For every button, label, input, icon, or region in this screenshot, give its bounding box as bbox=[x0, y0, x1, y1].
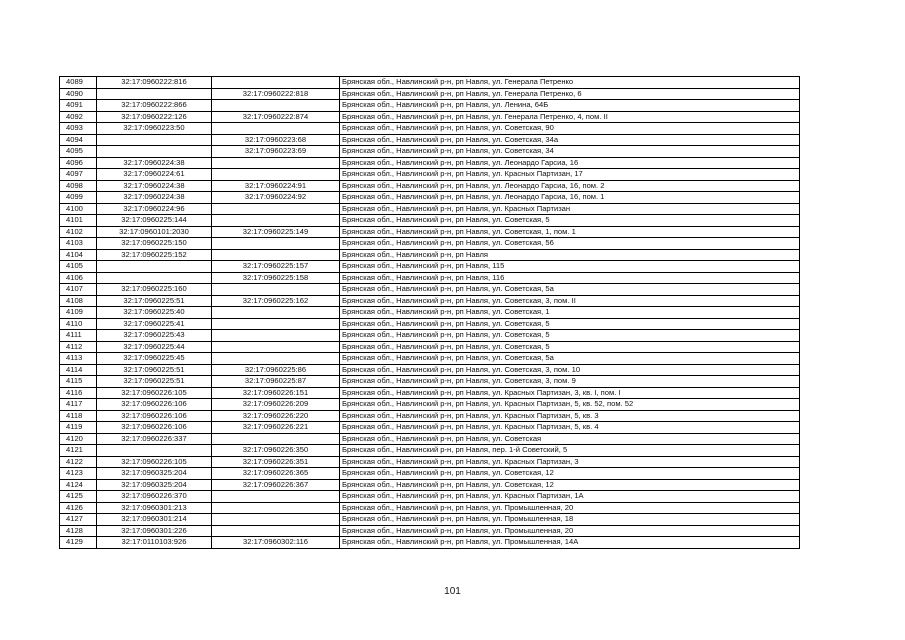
address-cell: Брянская обл., Навлинский р-н, рп Навля, ул. Советская, 56 bbox=[340, 238, 800, 250]
cadastral-number-cell: 32:17:0960222:866 bbox=[97, 100, 212, 112]
row-number-cell: 4119 bbox=[60, 422, 97, 434]
table-row bbox=[60, 123, 800, 135]
registry-table bbox=[59, 76, 800, 549]
row-number-cell: 4121 bbox=[60, 445, 97, 457]
row-number-cell: 4101 bbox=[60, 215, 97, 227]
row-number-cell: 4091 bbox=[60, 100, 97, 112]
address-cell: Брянская обл., Навлинский р-н, рп Навля bbox=[340, 249, 800, 261]
object-cadastral-number-cell bbox=[212, 123, 340, 135]
object-cadastral-number-cell: 32:17:0960226:367 bbox=[212, 479, 340, 491]
object-cadastral-number-cell bbox=[212, 525, 340, 537]
row-number-cell: 4098 bbox=[60, 180, 97, 192]
cadastral-number-cell: 32:17:0960301:226 bbox=[97, 525, 212, 537]
object-cadastral-number-cell bbox=[212, 353, 340, 365]
cadastral-number-cell: 32:17:0960225:43 bbox=[97, 330, 212, 342]
row-number-cell: 4116 bbox=[60, 387, 97, 399]
address-cell: Брянская обл., Навлинский р-н, рп Навля, 116 bbox=[340, 272, 800, 284]
table-row bbox=[60, 433, 800, 445]
object-cadastral-number-cell: 32:17:0960226:365 bbox=[212, 468, 340, 480]
object-cadastral-number-cell: 32:17:0960225:158 bbox=[212, 272, 340, 284]
address-cell: Брянская обл., Навлинский р-н, рп Навля, ул. Красных Партизан, 17 bbox=[340, 169, 800, 181]
object-cadastral-number-cell: 32:17:0960302:116 bbox=[212, 537, 340, 549]
cadastral-number-cell: 32:17:0960101:2030 bbox=[97, 226, 212, 238]
table-row bbox=[60, 111, 800, 123]
address-cell: Брянская обл., Навлинский р-н, рп Навля, ул. Советская, 5а bbox=[340, 353, 800, 365]
row-number-cell: 4095 bbox=[60, 146, 97, 158]
row-number-cell: 4106 bbox=[60, 272, 97, 284]
row-number-cell: 4092 bbox=[60, 111, 97, 123]
object-cadastral-number-cell: 32:17:0960223:69 bbox=[212, 146, 340, 158]
row-number-cell: 4112 bbox=[60, 341, 97, 353]
address-cell: Брянская обл., Навлинский р-н, рп Навля, ул. Красных Партизан bbox=[340, 203, 800, 215]
cadastral-number-cell: 32:17:0960224:61 bbox=[97, 169, 212, 181]
object-cadastral-number-cell bbox=[212, 203, 340, 215]
table-row bbox=[60, 445, 800, 457]
address-cell: Брянская обл., Навлинский р-н, рп Навля, ул. Генерала Петренко, 4, пом. II bbox=[340, 111, 800, 123]
registry-table-body bbox=[60, 77, 800, 549]
object-cadastral-number-cell bbox=[212, 215, 340, 227]
cadastral-number-cell: 32:17:0960226:106 bbox=[97, 399, 212, 411]
object-cadastral-number-cell bbox=[212, 238, 340, 250]
address-cell: Брянская обл., Навлинский р-н, рп Навля, ул. Советская, 5 bbox=[340, 330, 800, 342]
object-cadastral-number-cell: 32:17:0960225:162 bbox=[212, 295, 340, 307]
address-cell: Брянская обл., Навлинский р-н, рп Навля, ул. Советская, 5 bbox=[340, 341, 800, 353]
row-number-cell: 4122 bbox=[60, 456, 97, 468]
row-number-cell: 4102 bbox=[60, 226, 97, 238]
address-cell: Брянская обл., Навлинский р-н, рп Навля, ул. Леонардо Гарсиа, 16 bbox=[340, 157, 800, 169]
row-number-cell: 4104 bbox=[60, 249, 97, 261]
table-row bbox=[60, 169, 800, 181]
row-number-cell: 4120 bbox=[60, 433, 97, 445]
table-row bbox=[60, 180, 800, 192]
address-cell: Брянская обл., Навлинский р-н, рп Навля, ул. Красных Партизан, 5, кв. 52, пом. 52 bbox=[340, 399, 800, 411]
table-row bbox=[60, 364, 800, 376]
row-number-cell: 4118 bbox=[60, 410, 97, 422]
row-number-cell: 4129 bbox=[60, 537, 97, 549]
address-cell: Брянская обл., Навлинский р-н, рп Навля, ул. Советская, 1, пом. 1 bbox=[340, 226, 800, 238]
row-number-cell: 4096 bbox=[60, 157, 97, 169]
address-cell: Брянская обл., Навлинский р-н, рп Навля, ул. Советская, 34а bbox=[340, 134, 800, 146]
row-number-cell: 4127 bbox=[60, 514, 97, 526]
table-row bbox=[60, 491, 800, 503]
page-number: 101 bbox=[444, 586, 461, 597]
object-cadastral-number-cell: 32:17:0960225:87 bbox=[212, 376, 340, 388]
object-cadastral-number-cell bbox=[212, 514, 340, 526]
table-row bbox=[60, 88, 800, 100]
cadastral-number-cell: 32:17:0960225:45 bbox=[97, 353, 212, 365]
table-row bbox=[60, 376, 800, 388]
cadastral-number-cell: 32:17:0960225:44 bbox=[97, 341, 212, 353]
cadastral-number-cell: 32:17:0960225:41 bbox=[97, 318, 212, 330]
row-number-cell: 4107 bbox=[60, 284, 97, 296]
table-row bbox=[60, 203, 800, 215]
table-row bbox=[60, 387, 800, 399]
cadastral-number-cell: 32:17:0960224:38 bbox=[97, 180, 212, 192]
table-row bbox=[60, 514, 800, 526]
address-cell: Брянская обл., Навлинский р-н, рп Навля, ул. Красных Партизан, 5, кв. 4 bbox=[340, 422, 800, 434]
cadastral-number-cell: 32:17:0960225:51 bbox=[97, 295, 212, 307]
object-cadastral-number-cell: 32:17:0960222:874 bbox=[212, 111, 340, 123]
table-row bbox=[60, 295, 800, 307]
table-row bbox=[60, 192, 800, 204]
table-row bbox=[60, 341, 800, 353]
cadastral-number-cell bbox=[97, 445, 212, 457]
object-cadastral-number-cell: 32:17:0960224:91 bbox=[212, 180, 340, 192]
cadastral-number-cell bbox=[97, 272, 212, 284]
address-cell: Брянская обл., Навлинский р-н, рп Навля, ул. Промышленная, 14А bbox=[340, 537, 800, 549]
object-cadastral-number-cell bbox=[212, 157, 340, 169]
table-row bbox=[60, 284, 800, 296]
address-cell: Брянская обл., Навлинский р-н, рп Навля, ул. Советская, 90 bbox=[340, 123, 800, 135]
table-row bbox=[60, 215, 800, 227]
cadastral-number-cell: 32:17:0960226:105 bbox=[97, 387, 212, 399]
address-cell: Брянская обл., Навлинский р-н, рп Навля, ул. Советская bbox=[340, 433, 800, 445]
address-cell: Брянская обл., Навлинский р-н, рп Навля, ул. Красных Партизан, 1А bbox=[340, 491, 800, 503]
address-cell: Брянская обл., Навлинский р-н, рп Навля, ул. Ленина, 64Б bbox=[340, 100, 800, 112]
table-row bbox=[60, 307, 800, 319]
cadastral-number-cell: 32:17:0960226:105 bbox=[97, 456, 212, 468]
object-cadastral-number-cell: 32:17:0960224:92 bbox=[212, 192, 340, 204]
address-cell: Брянская обл., Навлинский р-н, рп Навля, ул. Советская, 34 bbox=[340, 146, 800, 158]
table-row bbox=[60, 146, 800, 158]
object-cadastral-number-cell bbox=[212, 307, 340, 319]
address-cell: Брянская обл., Навлинский р-н, рп Навля, ул. Красных Партизан, 5, кв. 3 bbox=[340, 410, 800, 422]
table-row bbox=[60, 318, 800, 330]
row-number-cell: 4094 bbox=[60, 134, 97, 146]
cadastral-number-cell: 32:17:0960226:337 bbox=[97, 433, 212, 445]
table-row bbox=[60, 272, 800, 284]
cadastral-number-cell: 32:17:0960226:370 bbox=[97, 491, 212, 503]
address-cell: Брянская обл., Навлинский р-н, рп Навля, ул. Промышленная, 20 bbox=[340, 525, 800, 537]
object-cadastral-number-cell: 32:17:0960226:220 bbox=[212, 410, 340, 422]
address-cell: Брянская обл., Навлинский р-н, рп Навля, ул. Советская, 5а bbox=[340, 284, 800, 296]
address-cell: Брянская обл., Навлинский р-н, рп Навля, пер. 1-й Советский, 5 bbox=[340, 445, 800, 457]
cadastral-number-cell: 32:17:0960225:144 bbox=[97, 215, 212, 227]
cadastral-number-cell: 32:17:0960225:51 bbox=[97, 376, 212, 388]
row-number-cell: 4113 bbox=[60, 353, 97, 365]
row-number-cell: 4100 bbox=[60, 203, 97, 215]
table-row bbox=[60, 399, 800, 411]
cadastral-number-cell: 32:17:0960225:150 bbox=[97, 238, 212, 250]
row-number-cell: 4125 bbox=[60, 491, 97, 503]
table-row bbox=[60, 238, 800, 250]
object-cadastral-number-cell bbox=[212, 77, 340, 89]
object-cadastral-number-cell: 32:17:0960225:149 bbox=[212, 226, 340, 238]
object-cadastral-number-cell bbox=[212, 341, 340, 353]
row-number-cell: 4126 bbox=[60, 502, 97, 514]
row-number-cell: 4089 bbox=[60, 77, 97, 89]
table-row bbox=[60, 502, 800, 514]
row-number-cell: 4111 bbox=[60, 330, 97, 342]
row-number-cell: 4099 bbox=[60, 192, 97, 204]
object-cadastral-number-cell bbox=[212, 249, 340, 261]
address-cell: Брянская обл., Навлинский р-н, рп Навля, ул. Советская, 3, пом. 9 bbox=[340, 376, 800, 388]
object-cadastral-number-cell bbox=[212, 318, 340, 330]
table-row bbox=[60, 100, 800, 112]
cadastral-number-cell: 32:17:0960226:106 bbox=[97, 410, 212, 422]
object-cadastral-number-cell bbox=[212, 330, 340, 342]
row-number-cell: 4093 bbox=[60, 123, 97, 135]
table-row bbox=[60, 77, 800, 89]
object-cadastral-number-cell: 32:17:0960226:221 bbox=[212, 422, 340, 434]
cadastral-number-cell: 32:17:0960301:213 bbox=[97, 502, 212, 514]
object-cadastral-number-cell: 32:17:0960223:68 bbox=[212, 134, 340, 146]
object-cadastral-number-cell: 32:17:0960226:151 bbox=[212, 387, 340, 399]
cadastral-number-cell: 32:17:0960224:38 bbox=[97, 192, 212, 204]
address-cell: Брянская обл., Навлинский р-н, рп Навля, ул. Промышленная, 20 bbox=[340, 502, 800, 514]
cadastral-number-cell: 32:17:0960222:126 bbox=[97, 111, 212, 123]
row-number-cell: 4123 bbox=[60, 468, 97, 480]
cadastral-number-cell: 32:17:0960225:51 bbox=[97, 364, 212, 376]
address-cell: Брянская обл., Навлинский р-н, рп Навля, ул. Советская, 12 bbox=[340, 479, 800, 491]
address-cell: Брянская обл., Навлинский р-н, рп Навля, ул. Советская, 5 bbox=[340, 318, 800, 330]
row-number-cell: 4110 bbox=[60, 318, 97, 330]
table-row bbox=[60, 422, 800, 434]
table-row bbox=[60, 353, 800, 365]
object-cadastral-number-cell bbox=[212, 433, 340, 445]
cadastral-number-cell: 32:17:0960225:40 bbox=[97, 307, 212, 319]
object-cadastral-number-cell bbox=[212, 502, 340, 514]
cadastral-number-cell bbox=[97, 134, 212, 146]
cadastral-number-cell bbox=[97, 261, 212, 273]
cadastral-number-cell: 32:17:0960226:106 bbox=[97, 422, 212, 434]
object-cadastral-number-cell: 32:17:0960225:86 bbox=[212, 364, 340, 376]
table-row bbox=[60, 249, 800, 261]
cadastral-number-cell: 32:17:0960224:38 bbox=[97, 157, 212, 169]
cadastral-number-cell: 32:17:0960225:160 bbox=[97, 284, 212, 296]
table-row bbox=[60, 261, 800, 273]
table-row bbox=[60, 468, 800, 480]
object-cadastral-number-cell: 32:17:0960222:818 bbox=[212, 88, 340, 100]
table-row bbox=[60, 157, 800, 169]
address-cell: Брянская обл., Навлинский р-н, рп Навля, ул. Промышленная, 18 bbox=[340, 514, 800, 526]
object-cadastral-number-cell: 32:17:0960226:351 bbox=[212, 456, 340, 468]
row-number-cell: 4128 bbox=[60, 525, 97, 537]
row-number-cell: 4117 bbox=[60, 399, 97, 411]
object-cadastral-number-cell bbox=[212, 169, 340, 181]
address-cell: Брянская обл., Навлинский р-н, рп Навля, ул. Красных Партизан, 3 bbox=[340, 456, 800, 468]
object-cadastral-number-cell: 32:17:0960226:350 bbox=[212, 445, 340, 457]
row-number-cell: 4109 bbox=[60, 307, 97, 319]
cadastral-number-cell: 32:17:0960225:152 bbox=[97, 249, 212, 261]
object-cadastral-number-cell: 32:17:0960226:209 bbox=[212, 399, 340, 411]
cadastral-number-cell bbox=[97, 88, 212, 100]
cadastral-number-cell: 32:17:0960224:96 bbox=[97, 203, 212, 215]
table-row bbox=[60, 226, 800, 238]
table-row bbox=[60, 330, 800, 342]
cadastral-number-cell: 32:17:0110103:926 bbox=[97, 537, 212, 549]
address-cell: Брянская обл., Навлинский р-н, рп Навля, ул. Советская, 1 bbox=[340, 307, 800, 319]
row-number-cell: 4108 bbox=[60, 295, 97, 307]
address-cell: Брянская обл., Навлинский р-н, рп Навля, ул. Леонардо Гарсиа, 16, пом. 1 bbox=[340, 192, 800, 204]
address-cell: Брянская обл., Навлинский р-н, рп Навля, ул. Леонардо Гарсиа, 16, пом. 2 bbox=[340, 180, 800, 192]
object-cadastral-number-cell: 32:17:0960225:157 bbox=[212, 261, 340, 273]
address-cell: Брянская обл., Навлинский р-н, рп Навля, ул. Советская, 3, пом. II bbox=[340, 295, 800, 307]
table-row bbox=[60, 410, 800, 422]
cadastral-number-cell: 32:17:0960222:816 bbox=[97, 77, 212, 89]
object-cadastral-number-cell bbox=[212, 284, 340, 296]
cadastral-number-cell: 32:17:0960223:50 bbox=[97, 123, 212, 135]
address-cell: Брянская обл., Навлинский р-н, рп Навля, ул. Советская, 5 bbox=[340, 215, 800, 227]
object-cadastral-number-cell bbox=[212, 100, 340, 112]
table-row bbox=[60, 525, 800, 537]
cadastral-number-cell bbox=[97, 146, 212, 158]
address-cell: Брянская обл., Навлинский р-н, рп Навля, ул. Советская, 12 bbox=[340, 468, 800, 480]
row-number-cell: 4090 bbox=[60, 88, 97, 100]
row-number-cell: 4115 bbox=[60, 376, 97, 388]
address-cell: Брянская обл., Навлинский р-н, рп Навля, 115 bbox=[340, 261, 800, 273]
table-row bbox=[60, 456, 800, 468]
address-cell: Брянская обл., Навлинский р-н, рп Навля, ул. Генерала Петренко, 6 bbox=[340, 88, 800, 100]
cadastral-number-cell: 32:17:0960325:204 bbox=[97, 479, 212, 491]
cadastral-number-cell: 32:17:0960325:204 bbox=[97, 468, 212, 480]
row-number-cell: 4124 bbox=[60, 479, 97, 491]
row-number-cell: 4105 bbox=[60, 261, 97, 273]
address-cell: Брянская обл., Навлинский р-н, рп Навля, ул. Советская, 3, пом. 10 bbox=[340, 364, 800, 376]
cadastral-number-cell: 32:17:0960301:214 bbox=[97, 514, 212, 526]
table-row bbox=[60, 537, 800, 549]
row-number-cell: 4097 bbox=[60, 169, 97, 181]
address-cell: Брянская обл., Навлинский р-н, рп Навля, ул. Красных Партизан, 3, кв. I, пом. I bbox=[340, 387, 800, 399]
address-cell: Брянская обл., Навлинский р-н, рп Навля, ул. Генерала Петренко bbox=[340, 77, 800, 89]
table-row bbox=[60, 479, 800, 491]
object-cadastral-number-cell bbox=[212, 491, 340, 503]
row-number-cell: 4114 bbox=[60, 364, 97, 376]
table-row bbox=[60, 134, 800, 146]
row-number-cell: 4103 bbox=[60, 238, 97, 250]
